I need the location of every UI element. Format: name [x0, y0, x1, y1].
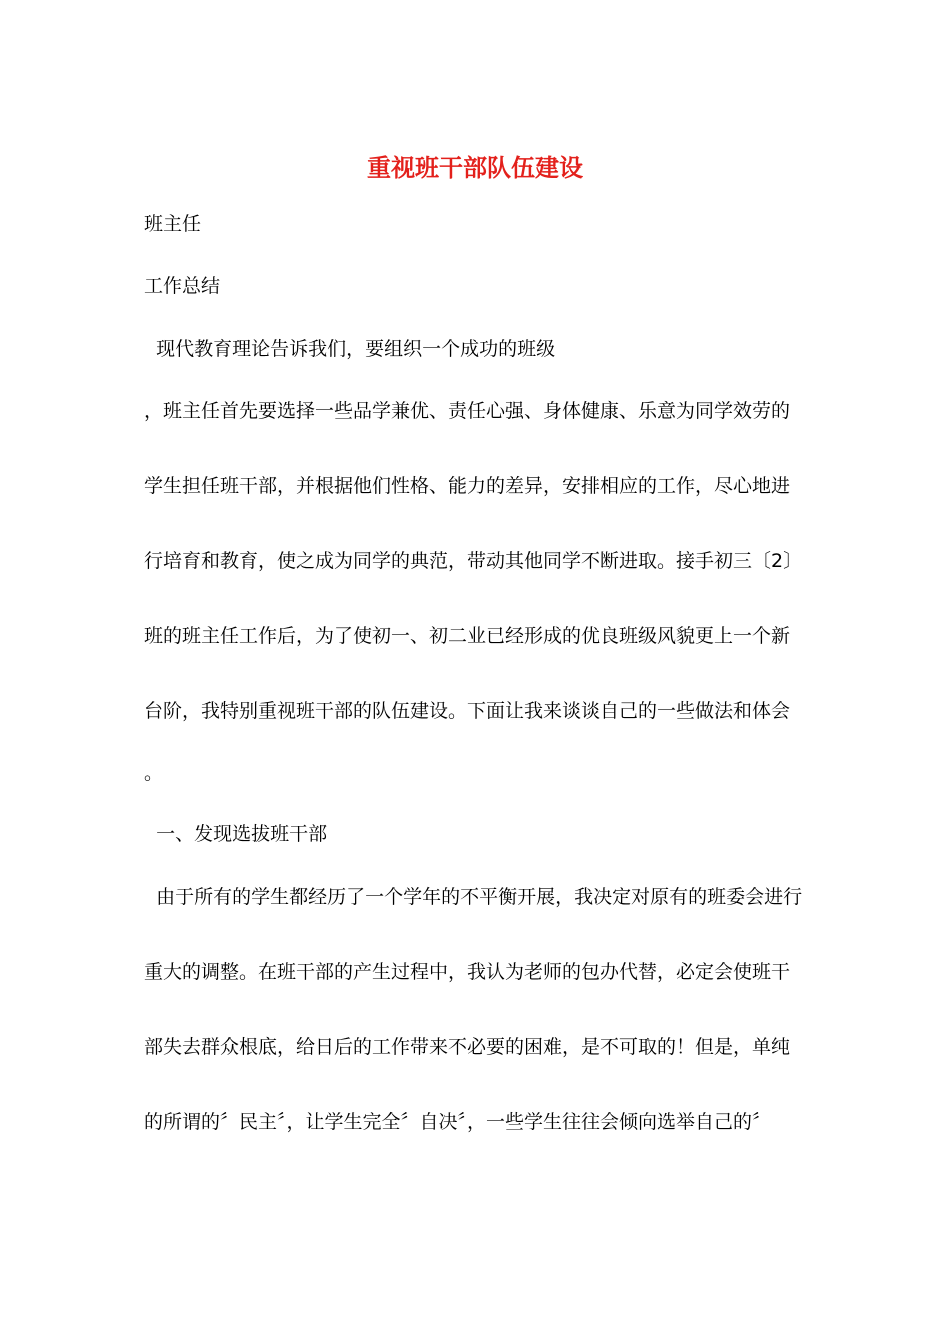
text-line: 现代教育理论告诉我们，要组织一个成功的班级	[144, 338, 556, 360]
text-line: 。	[144, 762, 164, 784]
text-line: 班的班主任工作后，为了使初一、初二业已经形成的优良班级风貌更上一个新	[144, 625, 791, 647]
text-line: ，班主任首先要选择一些品学兼优、责任心强、身体健康、乐意为同学效劳的	[144, 400, 791, 422]
document-title: 重视班干部队伍建设	[367, 154, 583, 182]
text-line: 行培育和教育，使之成为同学的典范，带动其他同学不断进取。接手初三〔2〕	[144, 550, 803, 572]
text-line: 台阶，我特别重视班干部的队伍建设。下面让我来谈谈自己的一些做法和体会	[144, 700, 791, 722]
section-heading: 一、发现选拔班干部	[144, 823, 328, 845]
text-line: 由于所有的学生都经历了一个学年的不平衡开展，我决定对原有的班委会进行	[144, 886, 803, 908]
text-line: 班主任	[144, 213, 202, 235]
text-line: 工作总结	[144, 275, 221, 297]
text-line: 重大的调整。在班干部的产生过程中，我认为老师的包办代替，必定会使班干	[144, 961, 791, 983]
text-line: 的所谓的〞民主〞，让学生完全〞自决〞，一些学生往往会倾向选举自己的〞	[144, 1111, 772, 1133]
text-line: 部失去群众根底，给日后的工作带来不必要的困难，是不可取的！但是，单纯	[144, 1036, 791, 1058]
text-line: 学生担任班干部，并根据他们性格、能力的差异，安排相应的工作，尽心地进	[144, 475, 791, 497]
